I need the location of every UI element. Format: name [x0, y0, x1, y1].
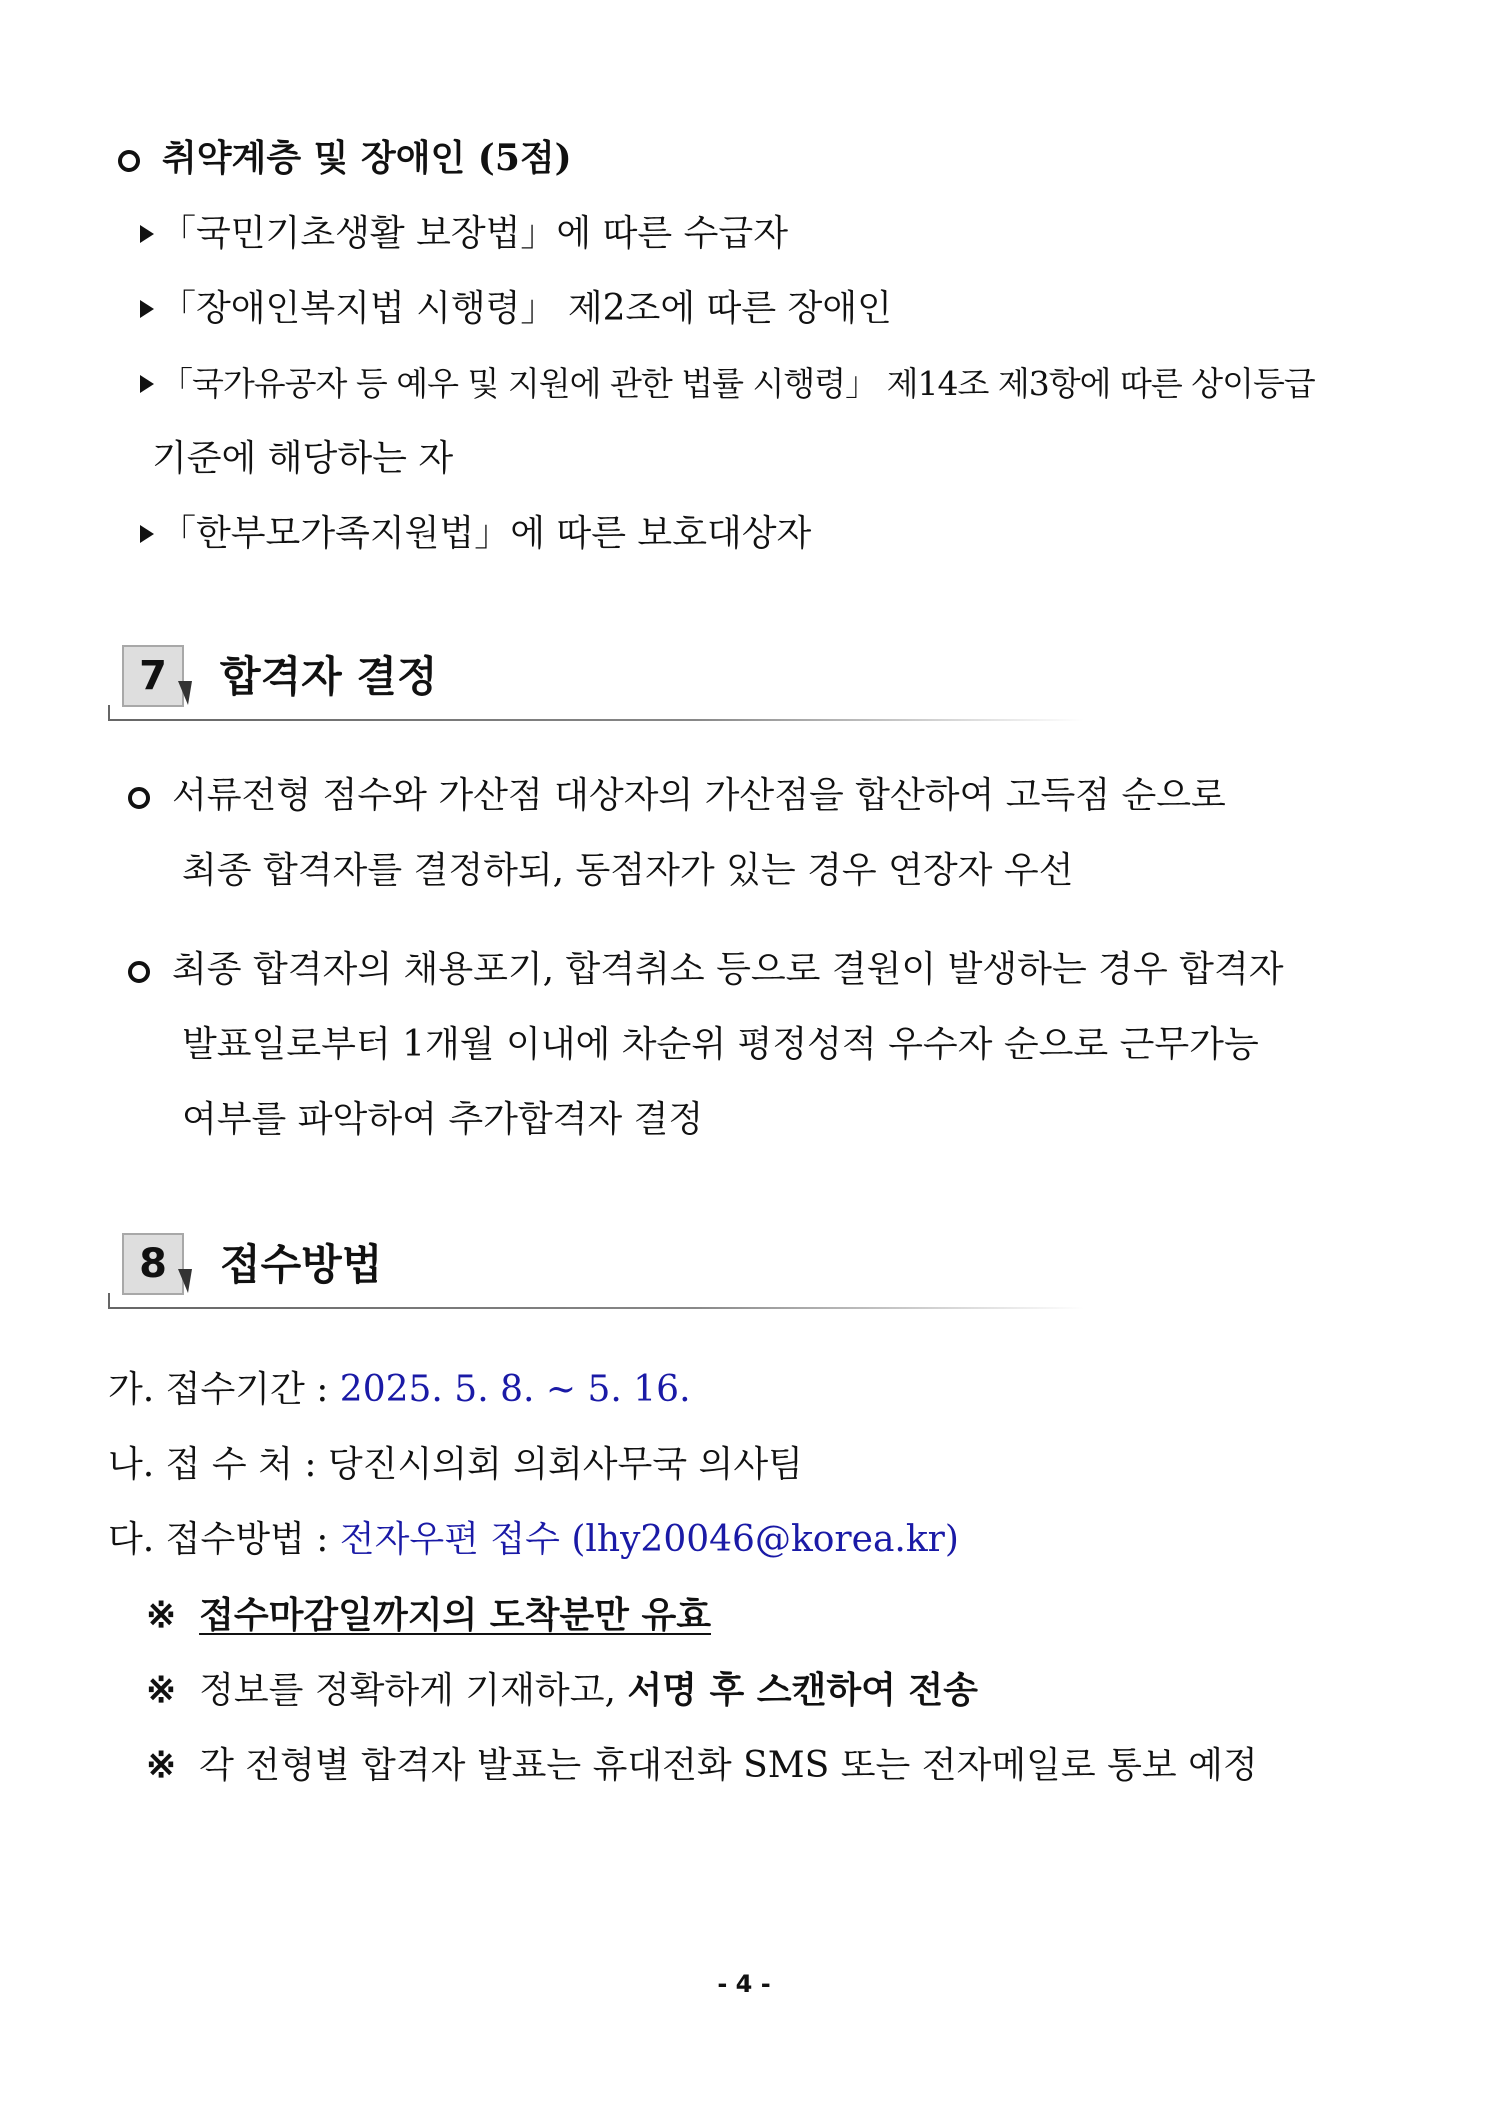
row-label: 나. 접 수 처 : [108, 1444, 328, 1485]
section-header-7 [108, 645, 1088, 725]
application-period-row [108, 1366, 691, 1414]
criteria-heading: 취약계층 및 장애인 (5점) [118, 134, 572, 182]
application-method-row [108, 1516, 959, 1564]
criteria-item: 「국민기초생활 보장법」에 따른 수급자 [140, 210, 788, 258]
criteria-item: 「한부모가족지원법」에 따른 보호대상자 [140, 510, 811, 558]
triangle-bullet-icon [140, 300, 154, 318]
corner-marker-icon [178, 681, 192, 705]
section-header-8 [108, 1233, 1088, 1313]
criteria-item-continuation: 기준에 해당하는 자 [152, 438, 454, 479]
decision-bullet: 최종 합격자의 채용포기, 합격취소 등으로 결원이 발생하는 경우 합격자 [128, 946, 1284, 994]
triangle-bullet-icon [140, 225, 154, 243]
reference-mark-icon: ※ [146, 1594, 177, 1636]
section-number-box: 7 [122, 645, 184, 707]
application-office-value: 당진시의회 의회사무국 의사팀 [327, 1444, 803, 1485]
triangle-bullet-icon [140, 375, 154, 393]
note-signature: ※ 정보를 정확하게 기재하고, 서명 후 스캔하여 전송 [146, 1669, 978, 1711]
section-title: 합격자 결정 [220, 652, 438, 701]
page-number: - 4 - [717, 1970, 771, 1998]
decision-bullet-continuation: 여부를 파악하여 추가합격자 결정 [182, 1099, 704, 1140]
application-period-value: 2025. 5. 8. ~ 5. 16. [339, 1369, 691, 1410]
section-title: 접수방법 [220, 1240, 383, 1289]
reference-mark-icon: ※ [146, 1744, 177, 1786]
decision-bullet: 서류전형 점수와 가산점 대상자의 가산점을 합산하여 고득점 순으로 [128, 772, 1226, 820]
decision-bullet-continuation: 최종 합격자를 결정하되, 동점자가 있는 경우 연장자 우선 [182, 850, 1074, 891]
decision-bullet-continuation: 발표일로부터 1개월 이내에 차순위 평정성적 우수자 순으로 근무가능 [182, 1024, 1259, 1065]
circle-bullet-icon [128, 961, 150, 983]
row-label: 다. 접수방법 : [108, 1519, 340, 1560]
application-method-value: 전자우편 접수 (lhy20046@korea.kr) [339, 1519, 959, 1560]
section-rule [108, 705, 1083, 721]
circle-bullet-icon [118, 150, 140, 172]
corner-marker-icon [178, 1269, 192, 1293]
triangle-bullet-icon [140, 525, 154, 543]
row-label: 가. 접수기간 : [108, 1369, 340, 1410]
section-number-box: 8 [122, 1233, 184, 1295]
criteria-item: 「장애인복지법 시행령」 제2조에 따른 장애인 [140, 285, 892, 333]
section-rule [108, 1293, 1083, 1309]
reference-mark-icon: ※ [146, 1669, 177, 1711]
note-deadline: ※ 접수마감일까지의 도착분만 유효 [146, 1594, 711, 1636]
note-announcement: ※ 각 전형별 합격자 발표는 휴대전화 SMS 또는 전자메일로 통보 예정 [146, 1744, 1258, 1786]
application-office-row [108, 1441, 803, 1489]
criteria-item: 「국가유공자 등 예우 및 지원에 관한 법률 시행령」 제14조 제3항에 따른 상이등급 [140, 360, 1315, 408]
circle-bullet-icon [128, 787, 150, 809]
